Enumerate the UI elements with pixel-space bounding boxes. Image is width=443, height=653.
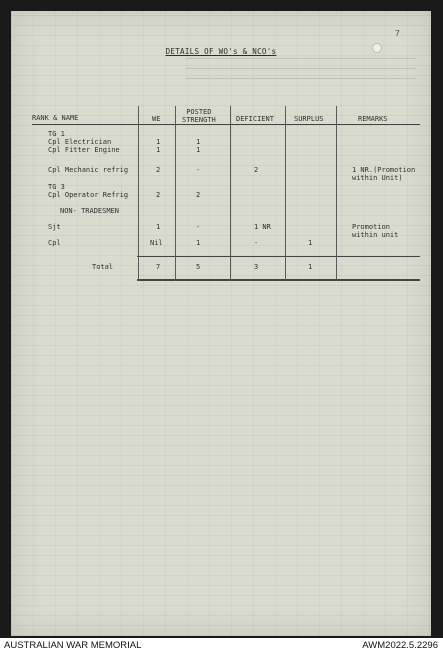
column-divider bbox=[285, 106, 286, 281]
row-rank: Cpl bbox=[48, 239, 61, 247]
column-divider bbox=[336, 106, 337, 281]
total-bottom-rule bbox=[137, 279, 420, 281]
row-posted: 1 bbox=[196, 239, 201, 247]
row-posted: - bbox=[196, 166, 201, 174]
row-remarks: Promotion within unit bbox=[352, 223, 399, 239]
row-posted: 1 1 bbox=[196, 138, 201, 154]
header-surplus: SURPLUS bbox=[294, 115, 324, 123]
row-rank: Cpl Mechanic refrig bbox=[48, 166, 129, 174]
header-deficient: DEFICIENT bbox=[236, 115, 274, 123]
row-rank: Sjt bbox=[48, 223, 61, 231]
row-we: Nil bbox=[150, 239, 163, 247]
total-label: Total bbox=[92, 263, 114, 271]
row-deficient: 1 NR bbox=[254, 223, 271, 231]
row-rank: TG 1 Cpl Electrician Cpl Fitter Engine bbox=[48, 130, 120, 154]
row-posted: - bbox=[196, 223, 201, 231]
header-we: WE bbox=[152, 115, 161, 123]
row-we: 2 bbox=[156, 191, 161, 199]
row-we: 1 1 bbox=[156, 138, 161, 154]
row-section-label: NON- TRADESMEN bbox=[60, 207, 120, 215]
bleed-through-text bbox=[186, 58, 416, 88]
header-rule bbox=[32, 124, 420, 125]
row-we: 1 bbox=[156, 223, 161, 231]
total-deficient: 3 bbox=[254, 263, 259, 271]
row-remarks: 1 NR.(Promotion within Unit) bbox=[352, 166, 416, 182]
header-remarks: REMARKS bbox=[358, 115, 388, 123]
total-posted: 5 bbox=[196, 263, 201, 271]
column-divider bbox=[138, 106, 139, 281]
corner-mark: 7 bbox=[395, 29, 400, 38]
document-title: DETAILS OF WO's & NCO's bbox=[165, 47, 277, 56]
row-posted: 2 bbox=[196, 191, 201, 199]
footer-accession-number: AWM2022.5.2296 bbox=[362, 640, 438, 651]
footer-institution: AUSTRALIAN WAR MEMORIAL bbox=[4, 640, 142, 651]
total-we: 7 bbox=[156, 263, 161, 271]
header-posted-strength: POSTED STRENGTH bbox=[182, 108, 216, 124]
column-divider bbox=[175, 106, 176, 281]
row-deficient: - bbox=[254, 239, 259, 247]
row-rank: TG 3 Cpl Operator Refrig bbox=[48, 183, 129, 199]
row-surplus: 1 bbox=[308, 239, 313, 247]
column-divider bbox=[230, 106, 231, 281]
row-deficient: 2 bbox=[254, 166, 259, 174]
total-surplus: 1 bbox=[308, 263, 313, 271]
details-table bbox=[32, 106, 420, 281]
row-we: 2 bbox=[156, 166, 161, 174]
document-page bbox=[11, 11, 431, 636]
header-rank-name: RANK & NAME bbox=[32, 114, 79, 122]
total-top-rule bbox=[137, 256, 420, 257]
